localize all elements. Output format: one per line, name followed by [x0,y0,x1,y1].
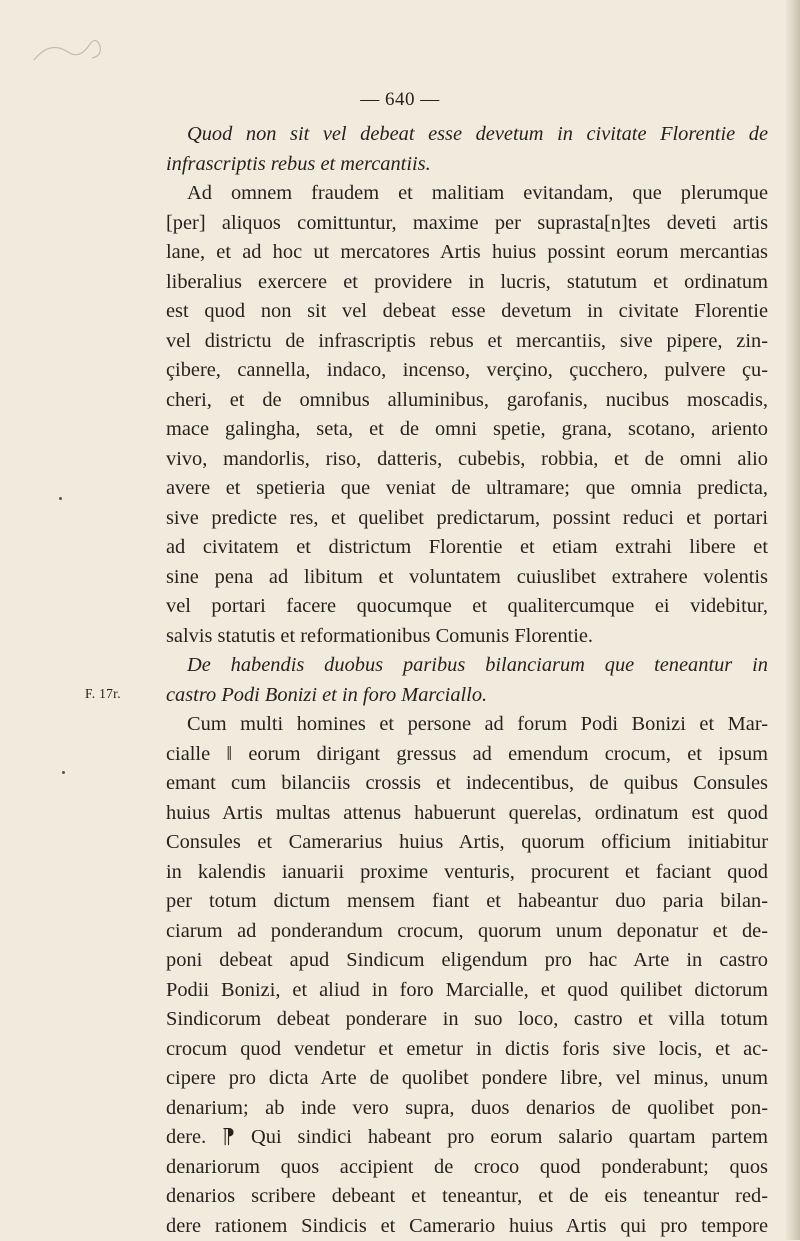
ink-speck [62,771,65,774]
text-line: avere et spetieria que veniat de ultramare; que omnia predicta, [166,474,768,504]
heading-line: infrascriptis rebus et mercantiis. [166,150,768,180]
text-line: cheri, et de omnibus alluminibus, garofanis, nucibus moscadis, [166,386,768,416]
text-line: sive predicte res, et quelibet predictarum, possint reduci et portari [166,504,768,534]
text-block [166,120,768,1241]
text-line: vel districtu de infrascriptis rebus et mercantiis, sive pipere, zin- [166,327,768,357]
text-line: denariorum quos accipient de croco quod ponderabunt; quos [166,1153,768,1183]
text-line: çibere, cannella, indaco, incenso, verçino, çucchero, pulvere çu- [166,356,768,386]
text-line: lane, et ad hoc ut mercatores Artis huius possint eorum mercantias [166,238,768,268]
text-line: [per] aliquos comittuntur, maxime per suprasta[n]tes deveti artis [166,209,768,239]
text-line: vel portari facere quocumque et qualitercumque ei videbitur, [166,592,768,622]
text-line: Cum multi homines et persone ad forum Podi Bonizi et Mar- [166,710,768,740]
text-line: salvis statutis et reformationibus Comunis Florentie. [166,622,768,652]
text-line: crocum quod vendetur et emetur in dictis foris sive locis, et ac- [166,1035,768,1065]
text-line: mace galingha, seta, et de omni spetie, grana, scotano, ariento [166,415,768,445]
text-line: vivo, mandorlis, riso, datteris, cubebis, robbia, et de omni alio [166,445,768,475]
text-line: Consules et Camerarius huius Artis, quorum officium initiabitur [166,828,768,858]
text-line: dere. ⁋ Qui sindici habeant pro eorum salario quartam partem [166,1123,768,1153]
ink-speck [59,497,62,500]
text-line: Podii Bonizi, et aliud in foro Marcialle, et quod quilibet dictorum [166,976,768,1006]
page-edge-shadow [786,0,800,1240]
text-line: denarios scribere debeant et teneantur, et de eis teneantur red- [166,1182,768,1212]
heading-line: castro Podi Bonizi et in foro Marciallo. [166,681,768,711]
text-line: huius Artis multas attenus habuerunt querelas, ordinatum est quod [166,799,768,829]
text-line: cialle ‖ eorum dirigant gressus ad emendum crocum, et ipsum [166,740,768,770]
text-line: ciarum ad ponderandum crocum, quorum unum deponatur et de- [166,917,768,947]
text-line: Ad omnem fraudem et malitiam evitandam, que plerumque [166,179,768,209]
text-line: est quod non sit vel debeat esse devetum in civitate Florentie [166,297,768,327]
text-line: denarium; ab inde vero supra, duos denarios de quolibet pon- [166,1094,768,1124]
text-line: sine pena ad libitum et voluntatem cuiuslibet extrahere volentis [166,563,768,593]
text-line: ad civitatem et districtum Florentie et etiam extrahi libere et [166,533,768,563]
text-line: emant cum bilanciis crossis et indecentibus, de quibus Consules [166,769,768,799]
heading-line: De habendis duobus paribus bilanciarum que teneantur in [166,651,768,681]
text-line: per totum dictum mensem fiant et habeantur duo paria bilan- [166,887,768,917]
heading-line: Quod non sit vel debeat esse devetum in civitate Florentie de [166,120,768,150]
text-line: poni debeat apud Sindicum eligendum pro hac Arte in castro [166,946,768,976]
text-line: Sindicorum debeat ponderare in suo loco, castro et villa totum [166,1005,768,1035]
text-line: cipere pro dicta Arte de quolibet pondere libre, vel minus, unum [166,1064,768,1094]
text-line: liberalius exercere et providere in lucris, statutum et ordinatum [166,268,768,298]
faded-stamp-mark [30,30,110,70]
page-number: — 640 — [0,89,800,111]
text-line: dere rationem Sindicis et Camerario huius Artis qui pro tempore [166,1212,768,1241]
folio-margin-note: F. 17r. [85,679,121,709]
text-line: in kalendis ianuarii proxime venturis, procurent et faciant quod [166,858,768,888]
